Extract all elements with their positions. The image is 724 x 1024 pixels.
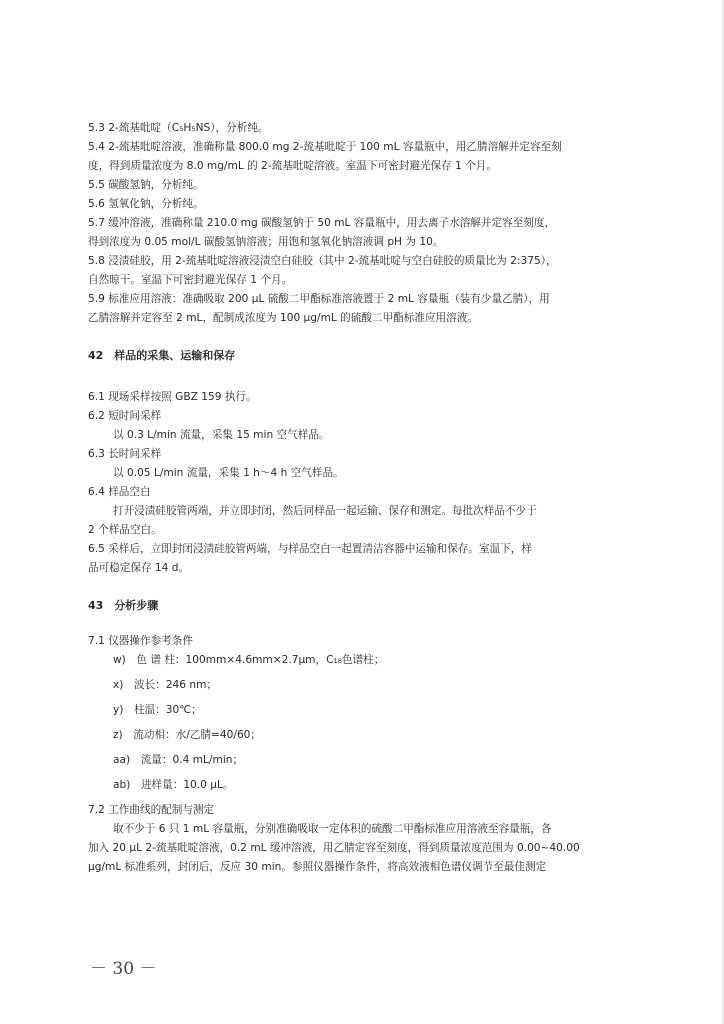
text-line: 加入 20 μL 2-巯基吡啶溶液，0.2 mL 缓冲溶液，用乙腈定容至刻度，得到质量浓度范围为 0.00~40.00 bbox=[88, 842, 580, 854]
list-item: y) 柱温：30℃； bbox=[113, 704, 202, 716]
text-line: 5.3 2-巯基吡啶（C₅H₅NS），分析纯。 bbox=[88, 122, 269, 134]
text-line: μg/mL 标准系列，封闭后，反应 30 min。参照仪器操作条件，将高效液相色谱仪调节至最佳测定 bbox=[88, 861, 547, 873]
text-line: 5.4 2-巯基吡啶溶液，准确称量 800.0 mg 2-巯基吡啶于 100 mL 容量瓶中，用乙腈溶解并定容至刻 bbox=[88, 141, 562, 153]
text-line: 乙腈溶解并定容至 2 mL，配制成浓度为 100 μg/mL 的硫酸二甲酯标准应用溶液。 bbox=[88, 312, 478, 324]
text-line: 品可稳定保存 14 d。 bbox=[88, 562, 190, 574]
page-number: － 30 － bbox=[90, 959, 157, 979]
text-line: 打开浸渍硅胶管两端，并立即封闭，然后同样品一起运输、保存和测定。每批次样品不少于 bbox=[113, 505, 537, 517]
text-line: 5.5 碳酸氢钠，分析纯。 bbox=[88, 179, 204, 191]
list-item: aa) 流量：0.4 mL/min； bbox=[113, 754, 244, 766]
text-line: 6.4 样品空白 bbox=[88, 486, 151, 498]
list-item: z) 流动相：水/乙腈=40/60； bbox=[113, 729, 262, 741]
text-line: 得到浓度为 0.05 mol/L 碳酸氢钠溶液；用饱和氢氧化钠溶液调 pH 为 10。 bbox=[88, 236, 444, 248]
section-heading: 42 样品的采集、运输和保存 bbox=[88, 349, 236, 362]
section-heading: 43 分析步骤 bbox=[88, 599, 159, 612]
text-line: 5.6 氢氧化钠，分析纯。 bbox=[88, 198, 204, 210]
list-item: ab) 进样量：10.0 μL。 bbox=[113, 779, 234, 791]
text-line: 以 0.3 L/min 流量，采集 15 min 空气样品。 bbox=[113, 429, 330, 441]
text-line: 5.9 标准应用溶液：准确吸取 200 μL 硫酸二甲酯标准溶液置于 2 mL 容量瓶（装有少量乙腈），用 bbox=[88, 293, 550, 305]
list-item: x) 波长：246 nm； bbox=[113, 679, 217, 691]
list-item: w) 色 谱 柱：100mm×4.6mm×2.7μm，C₁₈色谱柱； bbox=[113, 654, 385, 666]
text-line: 以 0.05 L/min 流量，采集 1 h～4 h 空气样品。 bbox=[113, 467, 344, 479]
text-line: 6.3 长时间采样 bbox=[88, 448, 162, 460]
text-line: 度，得到质量浓度为 8.0 mg/mL 的 2-巯基吡啶溶液。室温下可密封避光保存 1 个月。 bbox=[88, 160, 497, 172]
text-line: 7.2 工作曲线的配制与测定 bbox=[88, 804, 215, 816]
text-line: 取不少于 6 只 1 mL 容量瓶，分别准确吸取一定体积的硫酸二甲酯标准应用溶液至容量瓶，各 bbox=[113, 823, 552, 835]
text-line: 6.5 采样后，立即封闭浸渍硅胶管两端，与样品空白一起置清洁容器中运输和保存。室温下，样 bbox=[88, 543, 532, 555]
text-line: 5.7 缓冲溶液，准确称量 210.0 mg 碳酸氢钠于 50 mL 容量瓶中，用去离子水溶解并定容至刻度， bbox=[88, 217, 556, 229]
text-line: 5.8 浸渍硅胶，用 2-巯基吡啶溶液浸渍空白硅胶（其中 2-巯基吡啶与空白硅胶的质量比为 2:375）， bbox=[88, 255, 557, 267]
text-line: 自然晾干。室温下可密封避光保存 1 个月。 bbox=[88, 274, 293, 286]
text-line: 6.1 现场采样按照 GBZ 159 执行。 bbox=[88, 391, 257, 403]
text-line: 6.2 短时间采样 bbox=[88, 410, 162, 422]
text-line: 2 个样品空白。 bbox=[88, 524, 162, 536]
text-line: 7.1 仪器操作参考条件 bbox=[88, 635, 193, 647]
